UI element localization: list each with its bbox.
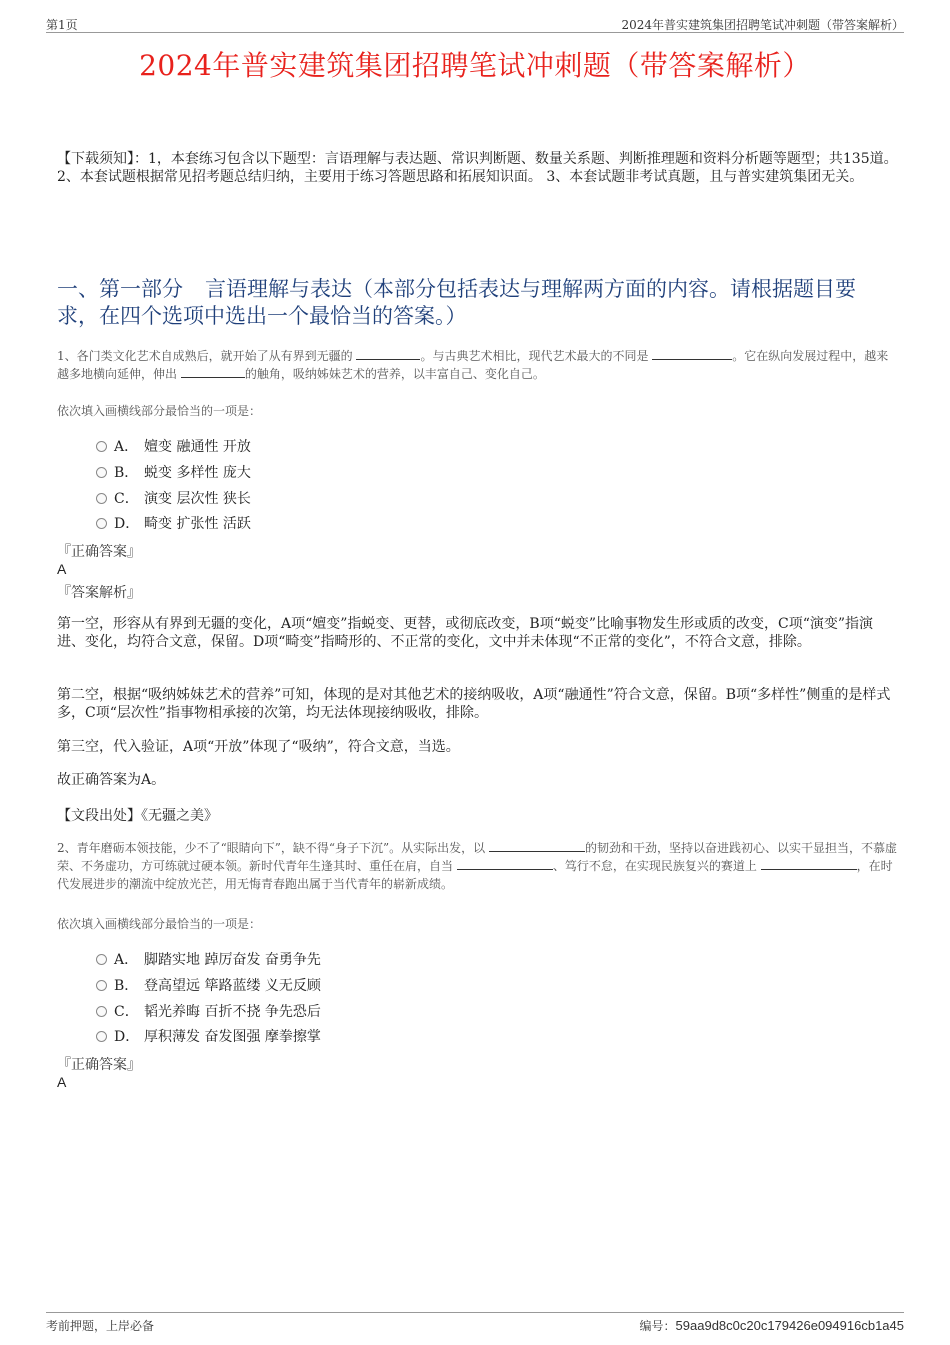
q1-analysis-para: 第一空，形容从有界到无疆的变化，A项“嬗变”指蜕变、更替，或彻底改变，B项“蜕变”比喻事物发生形或质的改变，C项“演变”指演进、变化，均符合文意，保留。D项“畸变”指畸形的、不正常的变化，文中并未体现“不正常的变化”，不符合文意，排除。	[57, 616, 874, 650]
section-part: 一、第一部分	[57, 277, 183, 301]
radio-button[interactable]	[96, 493, 107, 504]
q1-source: 【文段出处】《无疆之美》	[57, 808, 218, 824]
q2-answer-label: 『正确答案』	[57, 1057, 141, 1073]
radio-button[interactable]	[96, 518, 107, 529]
radio-button[interactable]	[96, 467, 107, 478]
question-1-stem: 1、各门类文化艺术自成熟后，就开始了从有界到无疆的 。与古典艺术相比，现代艺术最大的不同是 。它在纵向发展过程中，越来越多地横向延伸，伸出 的触角，吸纳姊妹艺术的营养，以丰富自己、变化自己。	[57, 349, 889, 381]
fill-blank	[761, 857, 857, 870]
question-2-hint: 依次填入画横线部分最恰当的一项是：	[57, 917, 262, 931]
footer-code: 编号：59aa9d8c0c20c179426e094916cb1a45	[639, 1318, 904, 1333]
page-header	[46, 14, 904, 33]
fill-blank	[457, 857, 553, 870]
fill-blank	[489, 839, 585, 852]
q1-analysis-para: 第二空，根据“吸纳姊妹艺术的营养”可知，体现的是对其他艺术的接纳吸收，A项“融通性”符合文意，保留。B项“多样性”侧重的是样式多，C项“层次性”指事物相承接的次第，均无法体现接纳吸收，排除。	[57, 687, 891, 721]
q1-analysis-label: 『答案解析』	[57, 585, 141, 601]
question-1-hint: 依次填入画横线部分最恰当的一项是：	[57, 404, 262, 418]
page-footer	[46, 1312, 904, 1335]
fill-blank	[181, 365, 245, 378]
section-desc: 言语理解与表达（本部分包括表达与理解两方面的内容。请根据题目要求，在四个选项中选出一个最恰当的答案。）	[57, 277, 856, 328]
section-heading	[57, 276, 897, 330]
header-doc-title: 2024年普实建筑集团招聘笔试冲刺题（带答案解析）	[621, 18, 904, 32]
q1-analysis-para: 第三空，代入验证，A项“开放”体现了“吸纳”，符合文意，当选。	[57, 739, 460, 755]
radio-button[interactable]	[96, 954, 107, 965]
page-title: 2024年普实建筑集团招聘笔试冲刺题（带答案解析）	[139, 49, 811, 82]
q1-analysis-para: 故正确答案为A。	[57, 772, 166, 788]
page-number: 第1页	[46, 18, 78, 32]
q2-answer: A	[57, 1074, 67, 1090]
download-notice: 【下载须知】：1，本套练习包含以下题型：言语理解与表达题、常识判断题、数量关系题、判断推理题和资料分析题等题型；共135道。 2、本套试题根据常见招考题总结归纳，主要用于练习答题思路和拓展知识面。 3、本套试题非考试真题，且与普实建筑集团无关。	[57, 151, 898, 185]
footer-slogan: 考前押题，上岸必备	[46, 1319, 155, 1333]
question-2-stem: 2、青年磨砺本领技能，少不了“眼睛向下”，缺不得“身子下沉”。从实际出发，以 的韧劲和干劲，坚持以奋进践初心、以实干显担当，不慕虚荣、不务虚功，方可练就过硬本领。新时代青年生逢其时、重任在肩，自当 、笃行不怠，在实现民族复兴的赛道上 ，在时代发展进步的潮流中绽放光芒，用无悔青春跑出属于当代青年的崭新成绩。	[57, 841, 898, 891]
q1-answer-label: 『正确答案』	[57, 544, 141, 560]
q1-answer: A	[57, 561, 67, 577]
fill-blank	[356, 347, 420, 360]
radio-button[interactable]	[96, 441, 107, 452]
radio-button[interactable]	[96, 1031, 107, 1042]
radio-button[interactable]	[96, 980, 107, 991]
radio-button[interactable]	[96, 1006, 107, 1017]
fill-blank	[652, 347, 732, 360]
